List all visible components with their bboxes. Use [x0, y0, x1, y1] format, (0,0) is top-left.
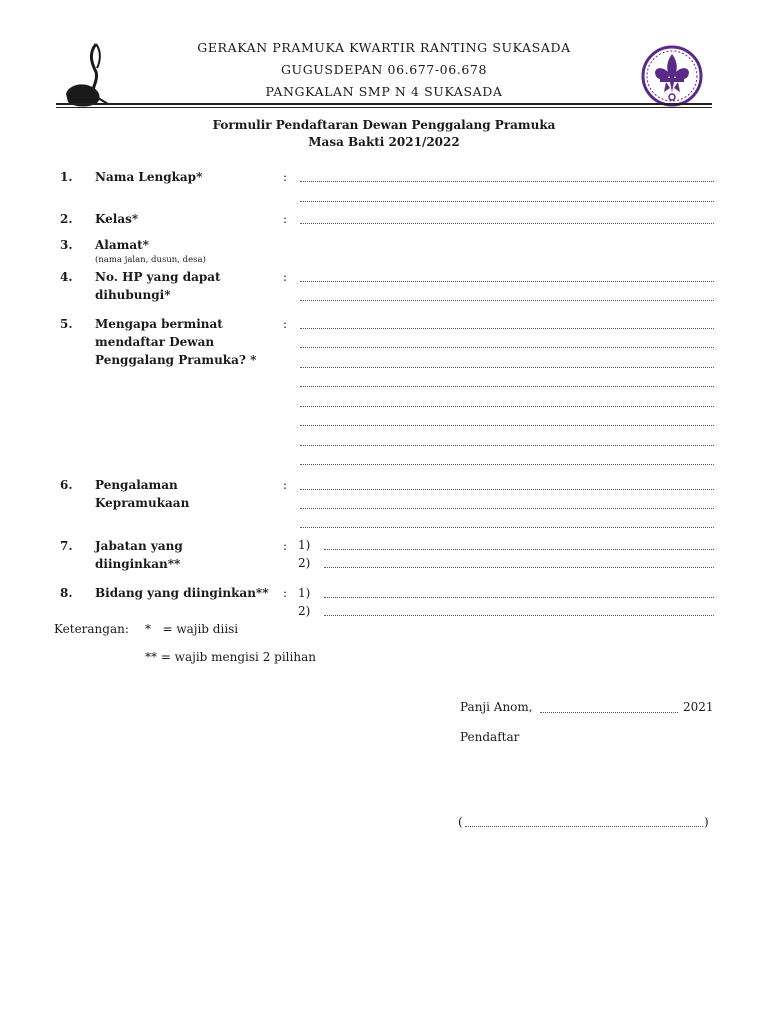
field-7-colon: : [283, 539, 288, 553]
field-2-number: 2. [60, 212, 73, 226]
field-2-input-line[interactable] [300, 223, 714, 224]
field-6-label-line1: Pengalaman [95, 478, 178, 492]
field-8-option-1-input-line[interactable] [324, 597, 714, 598]
header-pangkalan: PANGKALAN SMP N 4 SUKASADA [265, 84, 503, 99]
field-5-label-line3: Penggalang Pramuka? * [95, 353, 257, 367]
field-7-label-line1: Jabatan yang [95, 539, 183, 553]
field-8-label: Bidang yang diinginkan** [95, 586, 269, 600]
notes-two-choices: ** = wajib mengisi 2 pilihan [145, 650, 316, 664]
signature-close-paren: ) [704, 815, 709, 829]
form-title: Formulir Pendaftaran Dewan Penggalang Pramuka [212, 118, 556, 132]
header-gugusdepan: GUGUSDEPAN 06.677-06.678 [280, 62, 488, 77]
signature-open-paren: ( [458, 815, 463, 829]
field-5-input-line[interactable] [300, 386, 714, 387]
header-organization: GERAKAN PRAMUKA KWARTIR RANTING SUKASADA [197, 40, 571, 55]
field-5-input-line[interactable] [300, 464, 714, 465]
field-1-input-line[interactable] [300, 201, 714, 202]
field-5-input-line[interactable] [300, 425, 714, 426]
signature-role: Pendaftar [460, 730, 520, 744]
field-6-colon: : [283, 478, 288, 492]
field-5-label-line1: Mengapa berminat [95, 317, 223, 331]
field-7-number: 7. [60, 539, 73, 553]
field-6-number: 6. [60, 478, 73, 492]
field-8-colon: : [283, 586, 288, 600]
form-subtitle: Masa Bakti 2021/2022 [308, 135, 460, 149]
notes-required: * = wajib diisi [145, 622, 239, 636]
field-7-label-line2: diinginkan** [95, 557, 181, 571]
field-5-input-line[interactable] [300, 347, 714, 348]
field-2-colon: : [283, 212, 288, 226]
field-4-colon: : [283, 270, 288, 284]
field-1-colon: : [283, 170, 288, 184]
field-7-option-1-input-line[interactable] [324, 549, 714, 550]
field-8-option-1-number: 1) [298, 586, 311, 600]
field-1-label: Nama Lengkap* [95, 170, 203, 184]
signature-place: Panji Anom, [460, 700, 533, 714]
field-1-input-line[interactable] [300, 181, 714, 182]
field-3-label: Alamat* [95, 238, 149, 252]
field-1-number: 1. [60, 170, 73, 184]
field-6-label-line2: Kepramukaan [95, 496, 190, 510]
field-3-hint: (nama jalan, dusun, desa) [95, 255, 206, 265]
field-4-label-line2: dihubungi* [95, 288, 171, 302]
field-5-input-line[interactable] [300, 406, 714, 407]
field-4-input-line[interactable] [300, 300, 714, 301]
signature-date-line[interactable] [540, 712, 678, 713]
signature-name-line[interactable] [465, 826, 703, 827]
field-5-colon: : [283, 317, 288, 331]
field-4-input-line[interactable] [300, 281, 714, 282]
notes-label: Keterangan: [54, 622, 129, 636]
field-4-number: 4. [60, 270, 73, 284]
field-2-label: Kelas* [95, 212, 139, 226]
header-rule-thin [56, 107, 712, 108]
field-8-option-2-input-line[interactable] [324, 615, 714, 616]
field-4-label-line1: No. HP yang dapat [95, 270, 221, 284]
field-7-option-1-number: 1) [298, 538, 311, 552]
field-8-number: 8. [60, 586, 73, 600]
signature-year: 2021 [683, 700, 714, 714]
header-rule-thick [56, 103, 712, 105]
field-7-option-2-input-line[interactable] [324, 567, 714, 568]
field-8-option-2-number: 2) [298, 604, 311, 618]
field-6-input-line[interactable] [300, 508, 714, 509]
field-5-input-line[interactable] [300, 328, 714, 329]
field-6-input-line[interactable] [300, 527, 714, 528]
field-5-number: 5. [60, 317, 73, 331]
field-3-number: 3. [60, 238, 73, 252]
field-6-input-line[interactable] [300, 489, 714, 490]
field-5-label-line2: mendaftar Dewan [95, 335, 215, 349]
field-5-input-line[interactable] [300, 367, 714, 368]
field-7-option-2-number: 2) [298, 556, 311, 570]
field-5-input-line[interactable] [300, 445, 714, 446]
